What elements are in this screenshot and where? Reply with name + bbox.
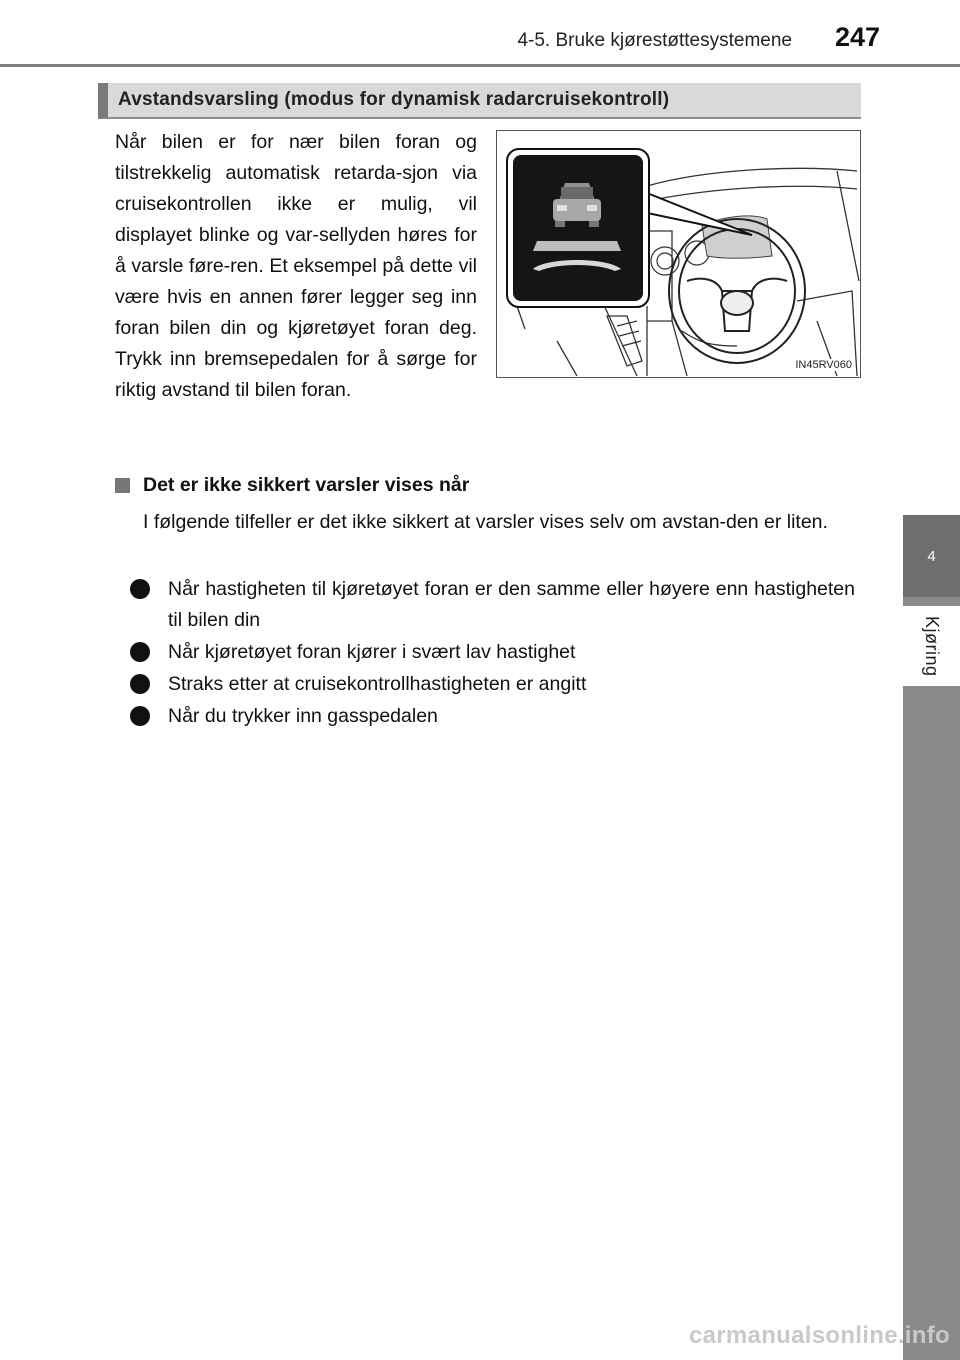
chapter-number: 4	[927, 547, 936, 565]
list-item	[130, 701, 855, 732]
list-item	[130, 637, 855, 668]
chapter-strip	[903, 597, 960, 1360]
conditions-list	[130, 574, 855, 733]
list-item	[130, 669, 855, 700]
intro-paragraph: Når bilen er for nær bilen foran og tilstrekkelig automatisk retarda-sjon via cruisekontrollen ikke er mulig, vil displayet blinke og var-sellyden høres for å varsle føre-ren. Et eksempel på dette vil være hvis en annen fører legger seg inn foran bilen din og kjøretøyet foran deg. Trykk inn bremsepedalen for å sørge for riktig avstand til bilen foran.	[115, 131, 477, 401]
section-heading-bar	[98, 83, 861, 119]
chapter-name: Kjøring	[903, 606, 960, 686]
running-header: 4-5. Bruke kjørestøttesystemene	[517, 30, 792, 51]
figure-code: IN45RV060	[795, 359, 852, 371]
bullet-dot-icon	[130, 579, 150, 599]
watermark: carmanualsonline.info	[688, 1322, 950, 1349]
list-item-text: Straks etter at cruisekontrollhastigheten er angitt	[168, 673, 587, 695]
subsection-paragraph: I følgende tilfeller er det ikke sikkert at varsler vises selv om avstan-den er liten.	[143, 511, 828, 533]
dashboard-illustration	[496, 130, 861, 378]
square-bullet-icon	[115, 478, 130, 493]
list-item-text: Når kjøretøyet foran kjører i svært lav hastighet	[168, 641, 576, 663]
list-item	[130, 574, 855, 636]
dashboard-drawing	[497, 131, 861, 378]
distance-bar-icon	[533, 241, 621, 251]
list-item-text: Når du trykker inn gasspedalen	[168, 705, 438, 727]
chapter-tab[interactable]	[903, 515, 960, 597]
bullet-dot-icon	[130, 642, 150, 662]
header-divider	[0, 64, 960, 67]
page-number: 247	[835, 22, 881, 52]
bullet-dot-icon	[130, 674, 150, 694]
list-item-text: Når hastigheten til kjøretøyet foran er den samme eller høyere enn hastigheten til bilen din	[168, 578, 855, 631]
subsection-heading	[115, 474, 875, 497]
subsection-title: Det er ikke sikkert varsler vises når	[143, 474, 470, 496]
section-title: Avstandsvarsling (modus for dynamisk radarcruisekontroll)	[118, 89, 670, 110]
bullet-dot-icon	[130, 706, 150, 726]
